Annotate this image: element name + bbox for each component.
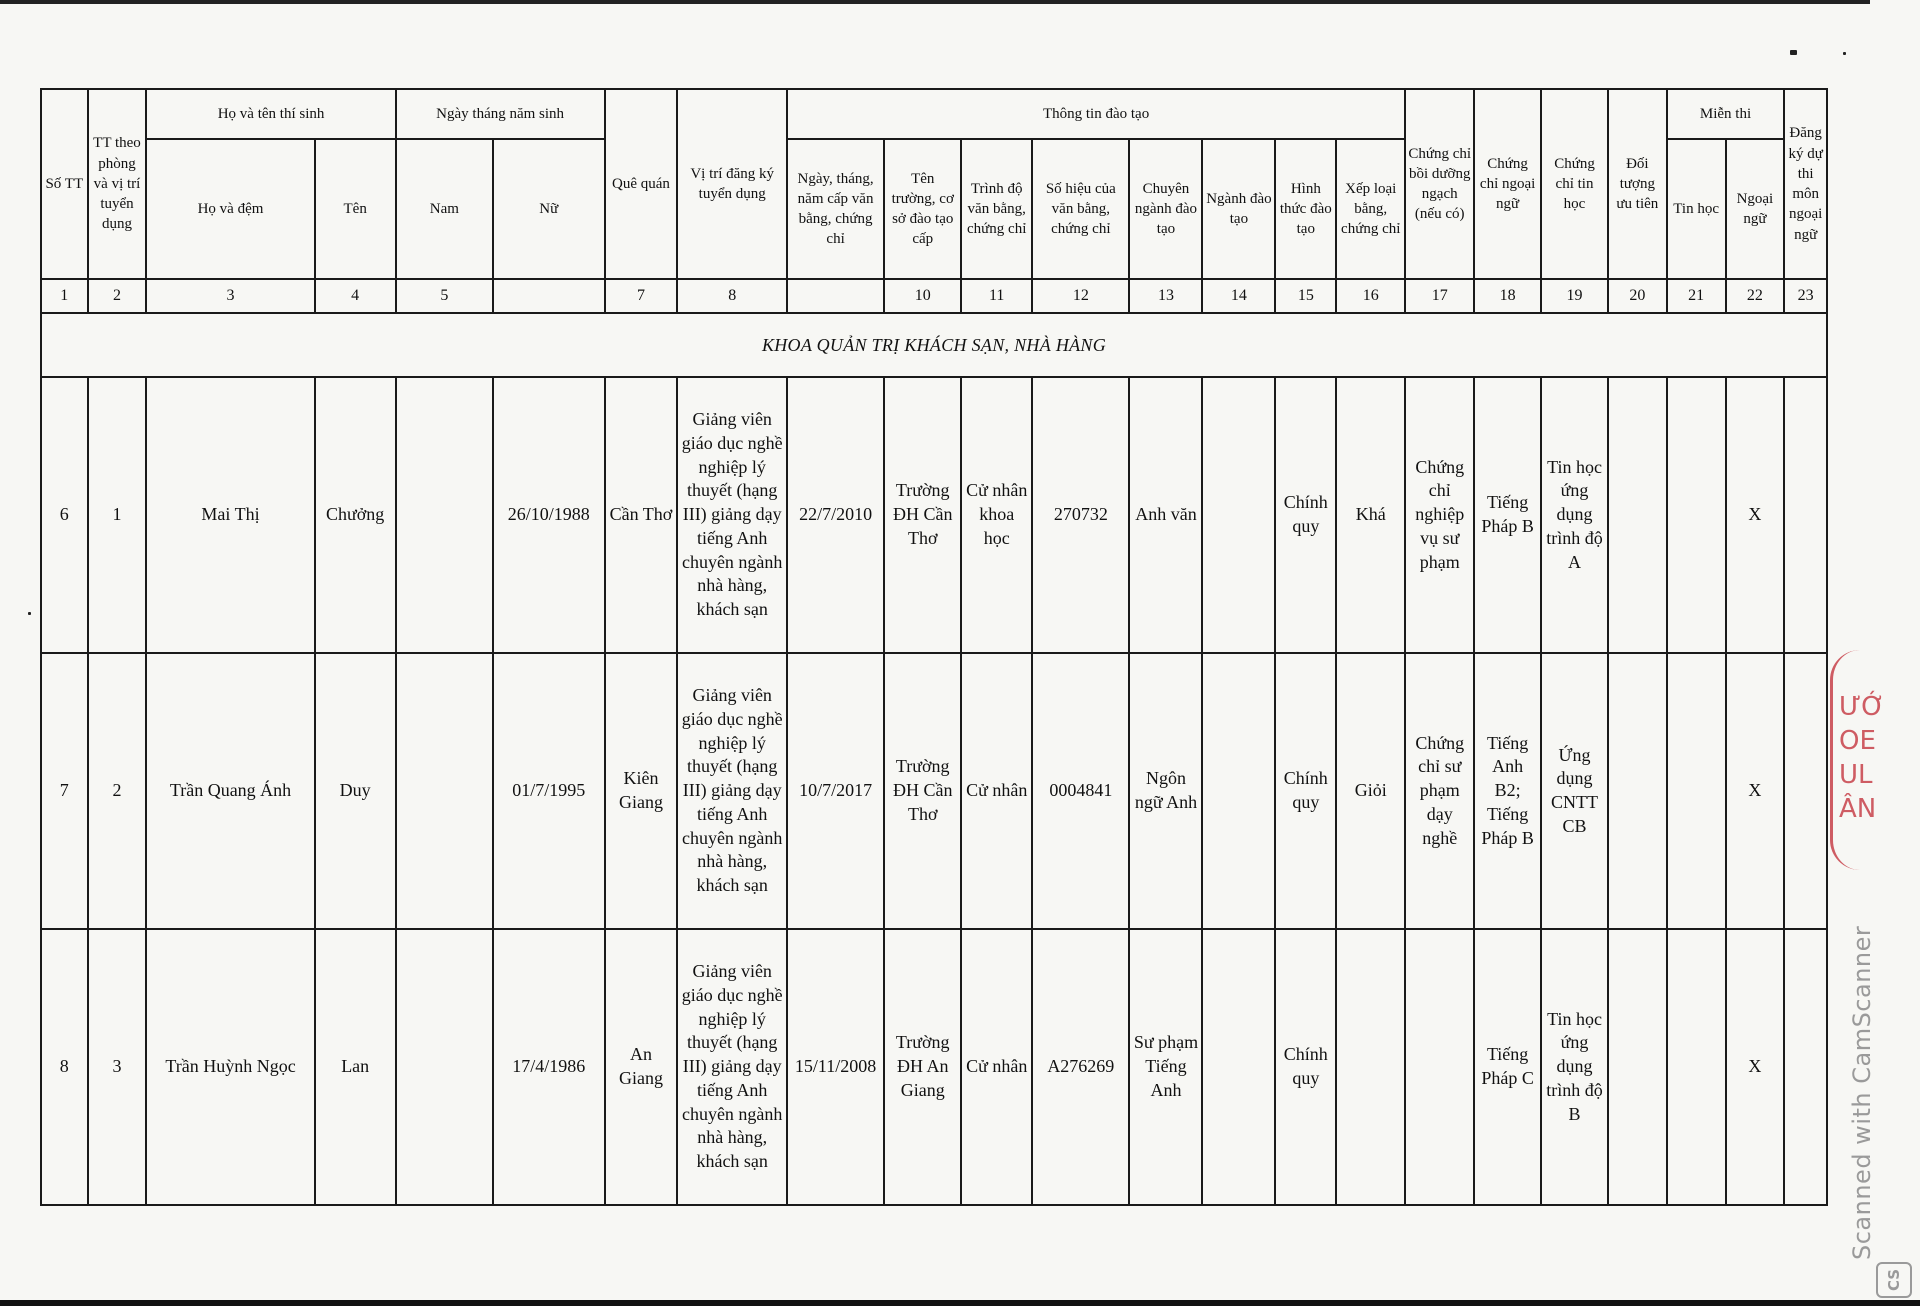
bottom-border-line: [0, 1300, 1920, 1306]
cell-nu: 26/10/1988: [493, 377, 604, 653]
scan-speck: [28, 612, 31, 615]
cell-vi-tri: Giảng viên giáo dục nghề nghiệp lý thuyết (hạng III) giảng dạy tiếng Anh chuyên ngành nhà hàng, khách sạn: [677, 929, 786, 1205]
header-ngay-cap: Ngày, tháng, năm cấp văn bằng, chứng chỉ: [787, 139, 884, 279]
cell-ngay-cap: 10/7/2017: [787, 653, 884, 929]
cell-trinh-do: Cử nhân: [961, 929, 1032, 1205]
cell-cc-tin-hoc: Tin học ứng dụng trình độ A: [1541, 377, 1608, 653]
column-number: 20: [1608, 279, 1667, 313]
cell-mien-ngoai-ngu: X: [1726, 929, 1785, 1205]
section-row: [41, 313, 1827, 377]
header-vi-tri: Vị trí đăng ký tuyển dụng: [677, 89, 786, 279]
column-number: 5: [396, 279, 493, 313]
column-number: 7: [605, 279, 678, 313]
cell-cc-ngoai-ngu: Tiếng Pháp B: [1474, 377, 1541, 653]
cell-nganh: [1202, 653, 1275, 929]
cell-nam: [396, 929, 493, 1205]
cell-tt: 1: [88, 377, 147, 653]
cell-mien-tin-hoc: [1667, 377, 1726, 653]
header-tt-phong: TT theo phòng và vị trí tuyển dụng: [88, 89, 147, 279]
cell-ten: Chưởng: [315, 377, 396, 653]
cell-ho-dem: Trần Quang Ánh: [146, 653, 314, 929]
top-border-line: [0, 0, 1870, 4]
column-number: 13: [1129, 279, 1202, 313]
column-number: 18: [1474, 279, 1541, 313]
header-chuyen-nganh: Chuyên ngành đào tạo: [1129, 139, 1202, 279]
cell-dang-ky: [1784, 653, 1827, 929]
cell-ten: Lan: [315, 929, 396, 1205]
cell-nam: [396, 377, 493, 653]
column-number: 3: [146, 279, 314, 313]
cell-ten: Duy: [315, 653, 396, 929]
header-ngay-sinh-group: Ngày tháng năm sinh: [396, 89, 605, 139]
cell-trinh-do: Cử nhân: [961, 653, 1032, 929]
column-number: 4: [315, 279, 396, 313]
header-so-hieu: Số hiệu của văn bằng, chứng chỉ: [1032, 139, 1129, 279]
header-cc-boi-duong: Chứng chỉ bồi dưỡng ngạch (nếu có): [1405, 89, 1474, 279]
column-number: 22: [1726, 279, 1785, 313]
cell-mien-tin-hoc: [1667, 929, 1726, 1205]
cell-uu-tien: [1608, 653, 1667, 929]
camscanner-logo-icon: CS: [1876, 1262, 1912, 1298]
column-number: 8: [677, 279, 786, 313]
column-number: 12: [1032, 279, 1129, 313]
cell-vi-tri: Giảng viên giáo dục nghề nghiệp lý thuyết (hạng III) giảng dạy tiếng Anh chuyên ngành nhà hàng, khách sạn: [677, 653, 786, 929]
cell-cc-tin-hoc: Ứng dụng CNTT CB: [1541, 653, 1608, 929]
cell-mien-tin-hoc: [1667, 653, 1726, 929]
cell-nu: 17/4/1986: [493, 929, 604, 1205]
header-so-tt: Số TT: [41, 89, 88, 279]
column-number: 2: [88, 279, 147, 313]
cell-nganh: [1202, 377, 1275, 653]
column-number: 16: [1336, 279, 1405, 313]
header-trinh-do: Trình độ văn bằng, chứng chỉ: [961, 139, 1032, 279]
cell-chuyen-nganh: Anh văn: [1129, 377, 1202, 653]
header-mien-ngoai-ngu: Ngoại ngữ: [1726, 139, 1785, 279]
cell-ngay-cap: 22/7/2010: [787, 377, 884, 653]
cell-ngay-cap: 15/11/2008: [787, 929, 884, 1205]
header-ten-truong: Tên trường, cơ sở đào tạo cấp: [884, 139, 961, 279]
cell-cc-boi-duong: [1405, 929, 1474, 1205]
column-number: [787, 279, 884, 313]
header-ten: Tên: [315, 139, 396, 279]
cell-ten-truong: Trường ĐH Cần Thơ: [884, 653, 961, 929]
candidate-table: [40, 88, 1828, 1206]
header-que-quan: Quê quán: [605, 89, 678, 279]
column-number: 11: [961, 279, 1032, 313]
cell-nu: 01/7/1995: [493, 653, 604, 929]
cell-ten-truong: Trường ĐH An Giang: [884, 929, 961, 1205]
cell-cc-boi-duong: Chứng chỉ nghiệp vụ sư phạm: [1405, 377, 1474, 653]
cell-que-quan: An Giang: [605, 929, 678, 1205]
header-ho-ten-group: Họ và tên thí sinh: [146, 89, 395, 139]
column-number: 1: [41, 279, 88, 313]
cell-cc-ngoai-ngu: Tiếng Pháp C: [1474, 929, 1541, 1205]
cell-ten-truong: Trường ĐH Cần Thơ: [884, 377, 961, 653]
column-number-row: [41, 279, 1827, 313]
cell-dang-ky: [1784, 377, 1827, 653]
cell-chuyen-nganh: Sư phạm Tiếng Anh: [1129, 929, 1202, 1205]
scan-speck: [1843, 52, 1846, 55]
cell-stt: 6: [41, 377, 88, 653]
header-dao-tao-group: Thông tin đào tạo: [787, 89, 1405, 139]
cell-nam: [396, 653, 493, 929]
cell-uu-tien: [1608, 377, 1667, 653]
scan-speck: [1790, 50, 1797, 55]
table-row: [41, 929, 1827, 1205]
cell-vi-tri: Giảng viên giáo dục nghề nghiệp lý thuyết (hạng III) giảng dạy tiếng Anh chuyên ngành nhà hàng, khách sạn: [677, 377, 786, 653]
section-title: KHOA QUẢN TRỊ KHÁCH SẠN, NHÀ HÀNG: [41, 313, 1827, 377]
column-number: 19: [1541, 279, 1608, 313]
cell-xep-loai: [1336, 929, 1405, 1205]
header-nu: Nữ: [493, 139, 604, 279]
column-number: [493, 279, 604, 313]
cell-chuyen-nganh: Ngôn ngữ Anh: [1129, 653, 1202, 929]
cell-cc-boi-duong: Chứng chỉ sư phạm dạy nghề: [1405, 653, 1474, 929]
header-cc-tin-hoc: Chứng chỉ tin học: [1541, 89, 1608, 279]
cell-so-hieu: 270732: [1032, 377, 1129, 653]
camscanner-watermark: Scanned with CamScanner: [1848, 925, 1876, 1260]
column-number: 15: [1275, 279, 1336, 313]
cell-hinh-thuc: Chính quy: [1275, 377, 1336, 653]
cell-hinh-thuc: Chính quy: [1275, 653, 1336, 929]
cell-uu-tien: [1608, 929, 1667, 1205]
candidate-table-sheet: [40, 88, 1828, 1206]
cell-xep-loai: Giỏi: [1336, 653, 1405, 929]
cell-cc-ngoai-ngu: Tiếng Anh B2; Tiếng Pháp B: [1474, 653, 1541, 929]
header-mien-thi-group: Miễn thi: [1667, 89, 1785, 139]
cell-tt: 3: [88, 929, 147, 1205]
cell-so-hieu: A276269: [1032, 929, 1129, 1205]
cell-hinh-thuc: Chính quy: [1275, 929, 1336, 1205]
table-row: [41, 377, 1827, 653]
cell-tt: 2: [88, 653, 147, 929]
cell-mien-ngoai-ngu: X: [1726, 653, 1785, 929]
cell-trinh-do: Cử nhân khoa học: [961, 377, 1032, 653]
table-row: [41, 653, 1827, 929]
red-seal-stamp: ƯỚ OE UL ÂN: [1830, 650, 1890, 870]
header-mien-tin-hoc: Tin học: [1667, 139, 1726, 279]
header-cc-ngoai-ngu: Chứng chỉ ngoại ngữ: [1474, 89, 1541, 279]
header-ho-dem: Họ và đệm: [146, 139, 314, 279]
header-hinh-thuc: Hình thức đào tạo: [1275, 139, 1336, 279]
cell-so-hieu: 0004841: [1032, 653, 1129, 929]
header-nganh: Ngành đào tạo: [1202, 139, 1275, 279]
cell-dang-ky: [1784, 929, 1827, 1205]
cell-xep-loai: Khá: [1336, 377, 1405, 653]
header-xep-loai: Xếp loại bằng, chứng chỉ: [1336, 139, 1405, 279]
cell-mien-ngoai-ngu: X: [1726, 377, 1785, 653]
column-number: 14: [1202, 279, 1275, 313]
cell-ho-dem: Trần Huỳnh Ngọc: [146, 929, 314, 1205]
header-nam: Nam: [396, 139, 493, 279]
header-dang-ky-ngoai-ngu: Đăng ký dự thi môn ngoại ngữ: [1784, 89, 1827, 279]
column-number: 21: [1667, 279, 1726, 313]
cell-que-quan: Cần Thơ: [605, 377, 678, 653]
cell-que-quan: Kiên Giang: [605, 653, 678, 929]
cell-cc-tin-hoc: Tin học ứng dụng trình độ B: [1541, 929, 1608, 1205]
cell-nganh: [1202, 929, 1275, 1205]
candidate-rows: [41, 377, 1827, 1205]
header-doi-tuong-uu-tien: Đối tượng ưu tiên: [1608, 89, 1667, 279]
cell-stt: 7: [41, 653, 88, 929]
column-number: 23: [1784, 279, 1827, 313]
column-number: 10: [884, 279, 961, 313]
cell-ho-dem: Mai Thị: [146, 377, 314, 653]
column-number: 17: [1405, 279, 1474, 313]
cell-stt: 8: [41, 929, 88, 1205]
header-row-1: [41, 89, 1827, 139]
